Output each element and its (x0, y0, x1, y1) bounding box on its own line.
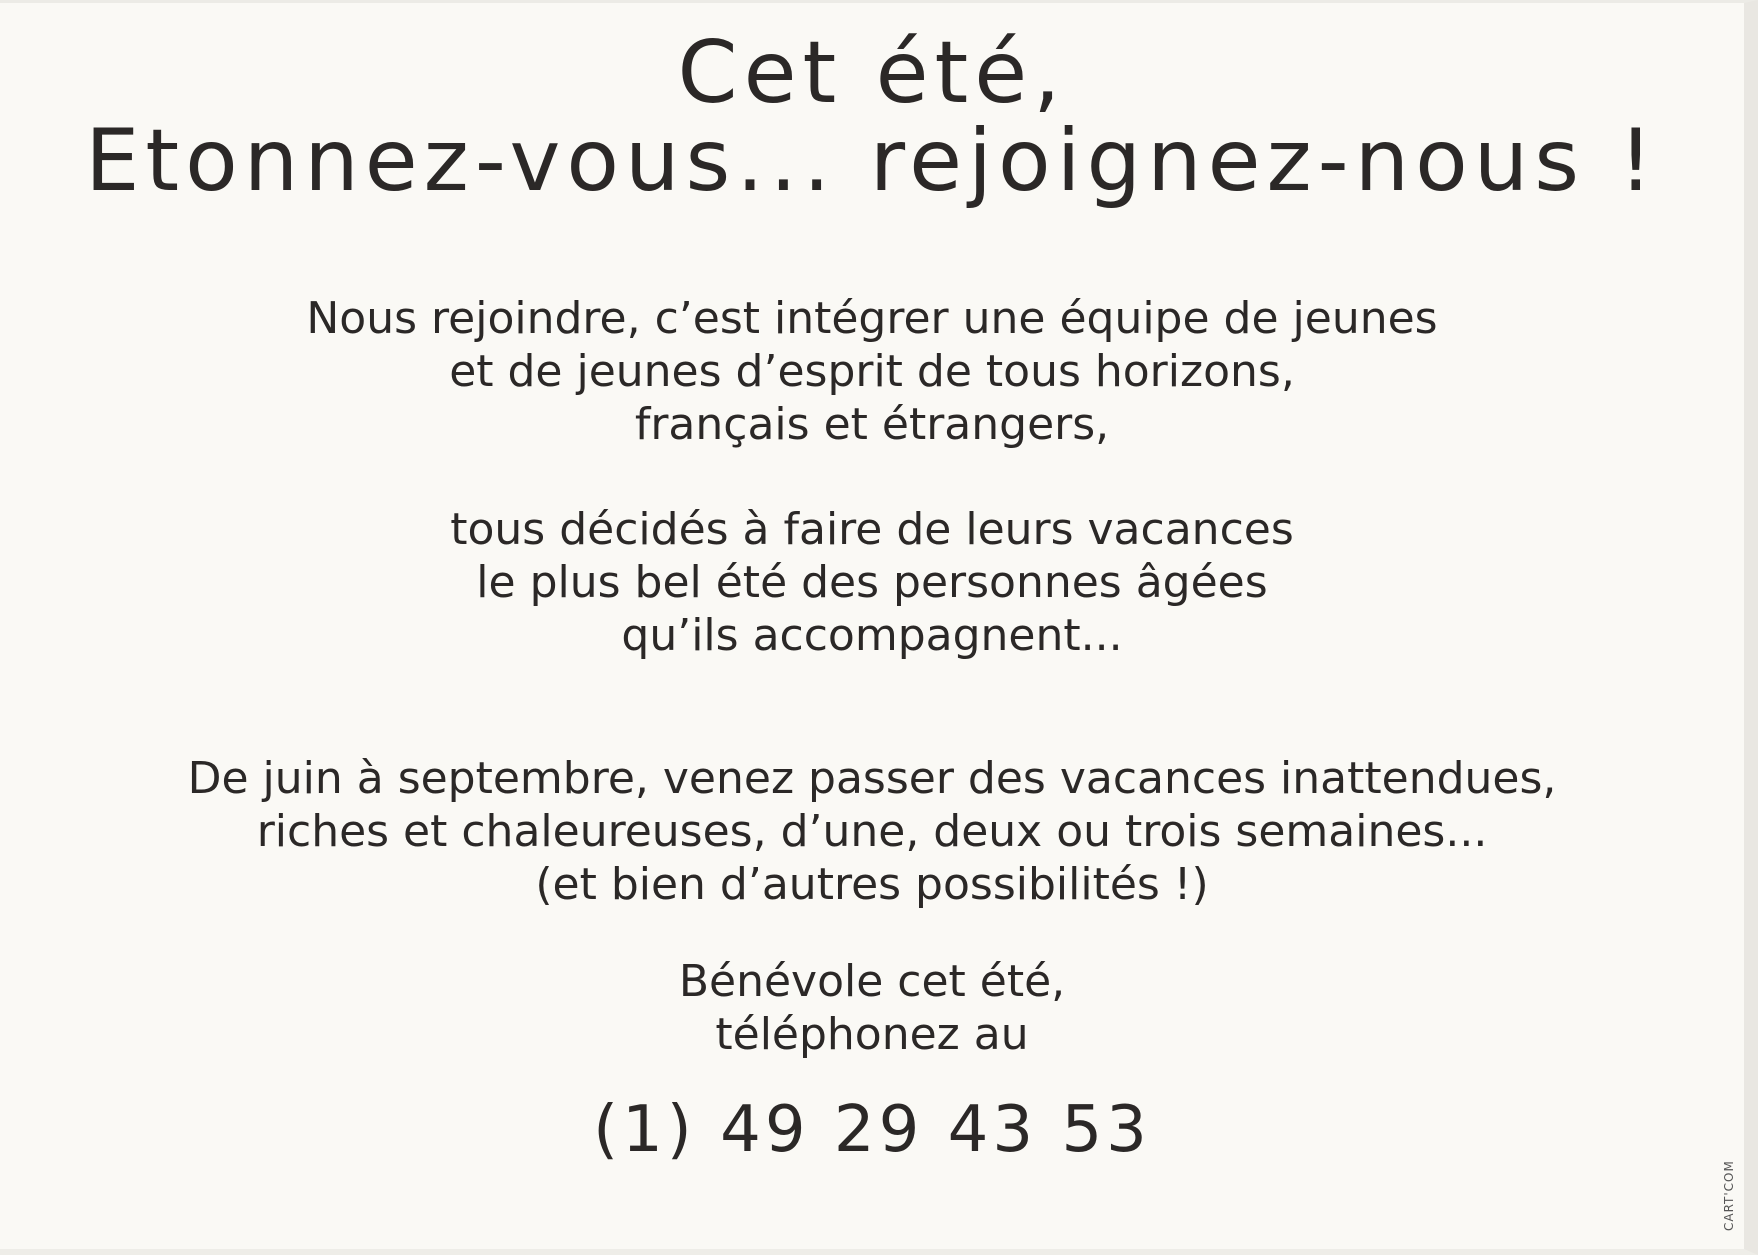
phone-number: (1) 49 29 43 53 (593, 1093, 1151, 1167)
paragraph-1-line-1: Nous rejoindre, c’est intégrer une équipe de jeunes (306, 293, 1438, 344)
paragraph-3-line-2: riches et chaleureuses, d’une, deux ou trois semaines... (256, 806, 1488, 857)
paragraph-3-line-3: (et bien d’autres possibilités !) (535, 859, 1209, 910)
paragraph-1-line-3: français et étrangers, (634, 399, 1110, 450)
headline-line-1: Cet été, (677, 23, 1067, 123)
paragraph-3-line-1: De juin à septembre, venez passer des vacances inattendues, (187, 753, 1557, 804)
call-to-action-line-1: Bénévole cet été, (678, 956, 1066, 1007)
paragraph-2-line-2: le plus bel été des personnes âgées (476, 557, 1268, 608)
paragraph-2-line-1: tous décidés à faire de leurs vacances (450, 504, 1294, 555)
paragraph-2-line-3: qu’ils accompagnent... (621, 610, 1123, 661)
paragraph-1-line-2: et de jeunes d’esprit de tous horizons, (449, 346, 1295, 397)
headline-line-2: Etonnez-vous... rejoignez-nous ! (85, 111, 1659, 211)
printer-credit: CART'COM (1722, 1160, 1736, 1231)
call-to-action-line-2: téléphonez au (715, 1009, 1029, 1060)
